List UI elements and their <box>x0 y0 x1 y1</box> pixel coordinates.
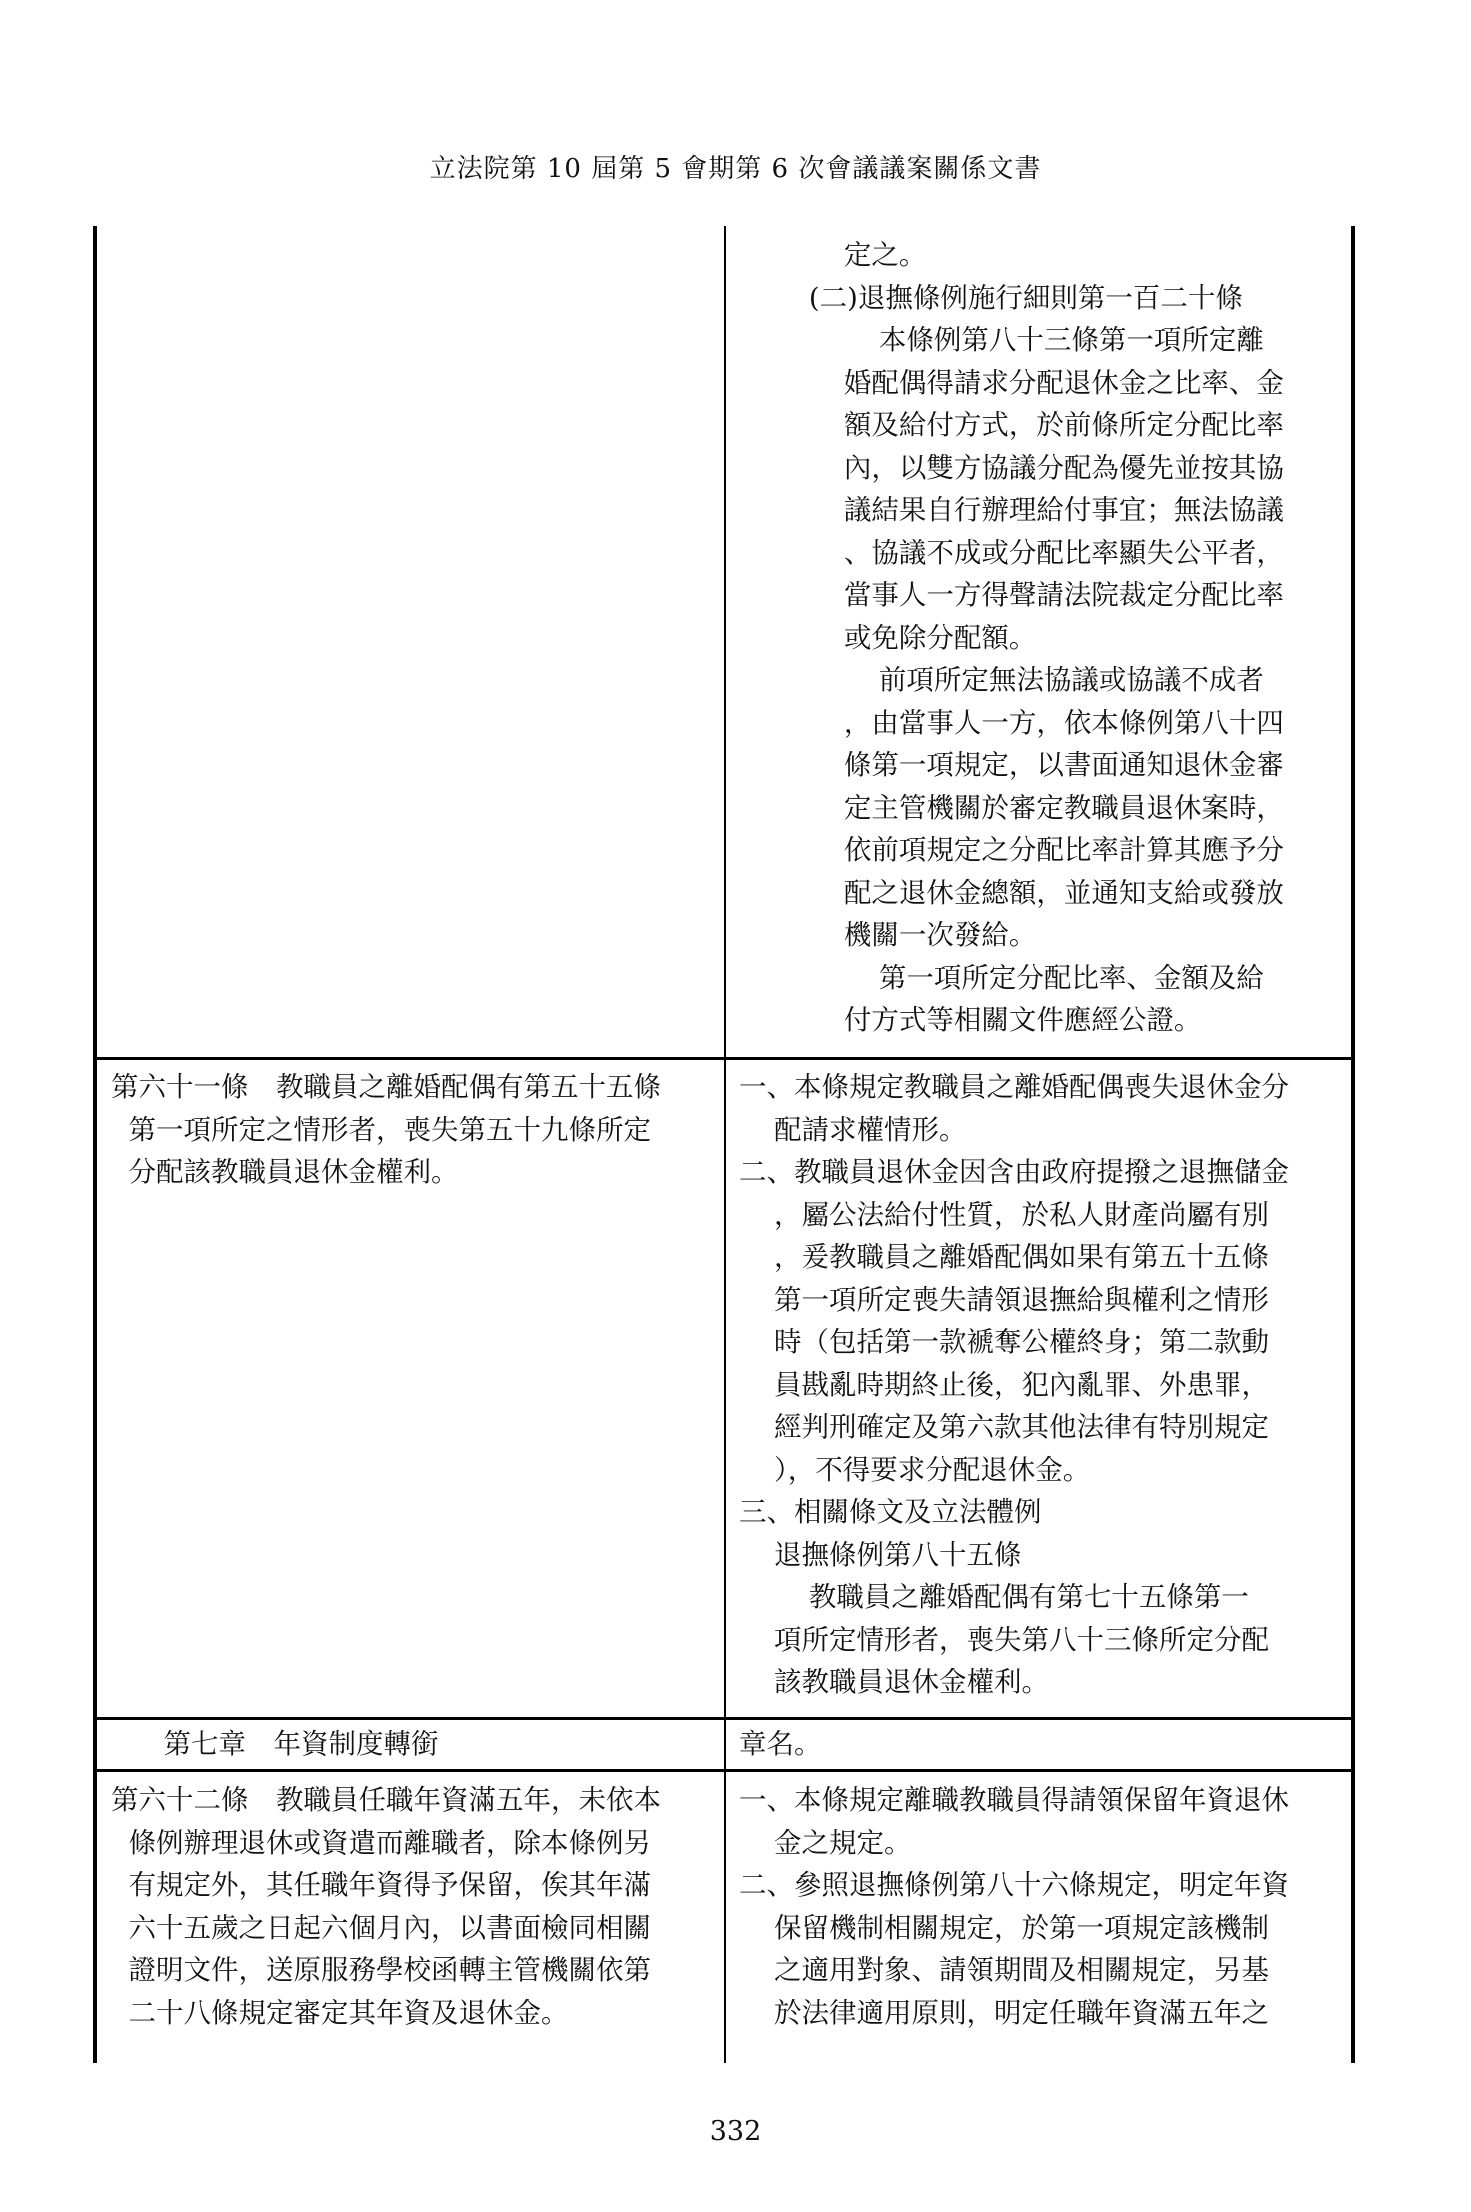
row-1-right-cell: 定之。 (二)退撫條例施行細則第一百二十條 本條例第八十三條第一項所定離 婚配偶得請求分配退休金之比率、金 額及給付方式，於前條所定分配比率 內，以雙方協議分配為優先並按其協 議結果自行辦理給付事宜；無法協議 、協議不成或分配比率顯失公平者， 當事人一方得聲請法院裁定分配比率 或免除分配額。 前項所定無法協議或協議不成者 ，由當事人一方，依本條例第八十四 條第一項規定，以書面通知退休金審 定主管機關於審定教職員退休案時， 依前項規定之分配比率計算其應予分 配之退休金總額，並通知支給或發放 機關一次發給。 第一項所定分配比率、金額及給 付方式等相關文件應經公證。 <box>808 239 1284 1036</box>
row-divider <box>93 1717 1355 1720</box>
row-2-right-cell: 一、本條規定教職員之離婚配偶喪失退休金分 配請求權情形。 二、教職員退休金因含由政府提撥之退撫儲金 ，屬公法給付性質，於私人財產尚屬有別 ，爰教職員之離婚配偶如果有第五十五條 第一項所定喪失請領退撫給與權利之情形 時（包括第一款褫奪公權終身；第二款動 員戡亂時期終止後，犯內亂罪、外患罪， 經判刑確定及第六款其他法律有特別規定 ），不得要求分配退休金。 三、相關條文及立法體例 退撫條例第八十五條 教職員之離婚配偶有第七十五條第一 項所定情形者，喪失第八十三條所定分配 該教職員退休金權利。 <box>739 1071 1289 1698</box>
row-divider <box>93 1057 1355 1060</box>
table-border-left <box>93 226 97 2063</box>
page-number: 332 <box>709 2116 762 2147</box>
table-column-divider <box>724 226 726 2063</box>
row-4-right-cell: 一、本條規定離職教職員得請領保留年資退休 金之規定。 二、參照退撫條例第八十六條規定，明定年資 保留機制相關規定，於第一項規定該機制 之適用對象、請領期間及相關規定，另基 於法律適用原則，明定任職年資滿五年之 <box>739 1784 1289 2029</box>
row-2-left-cell: 第六十一條 教職員之離婚配偶有第五十五條 第一項所定之情形者，喪失第五十九條所定 分配該教職員退休金權利。 <box>111 1071 661 1188</box>
chapter-heading-cell: 第七章 年資制度轉銜 <box>111 1728 439 1760</box>
row-4-left-cell: 第六十二條 教職員任職年資滿五年，未依本 條例辦理退休或資遣而離職者，除本條例另 有規定外，其任職年資得予保留，俟其年滿 六十五歲之日起六個月內，以書面檢同相關 證明文件，送原服務學校函轉主管機關依第 二十八條規定審定其年資及退休金。 <box>111 1784 661 2029</box>
table-border-right <box>1351 226 1355 2063</box>
comparison-table <box>93 226 1355 2063</box>
page-header: 立法院第 10 屆第 5 會期第 6 次會議議案關係文書 <box>429 154 1042 184</box>
chapter-note-cell: 章名。 <box>739 1728 822 1760</box>
row-divider <box>93 1769 1355 1772</box>
